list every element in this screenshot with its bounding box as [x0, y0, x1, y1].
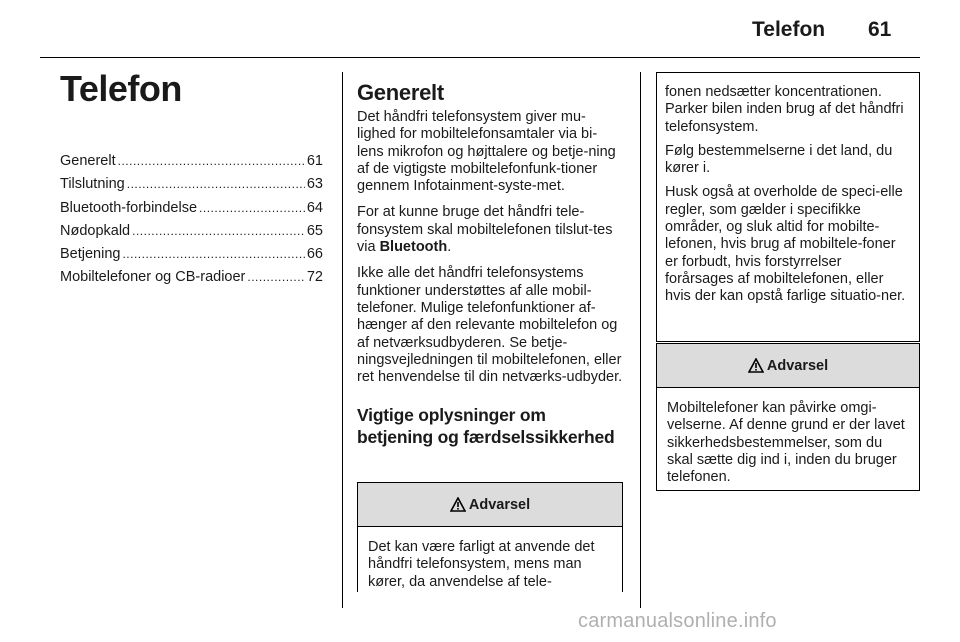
table-of-contents — [60, 150, 323, 290]
toc-entry-page: 72 — [306, 269, 323, 286]
toc-leader-dots — [127, 173, 305, 196]
warning-box — [656, 343, 920, 491]
section-heading-safety: Vigtige oplysninger om betjening og færdselssikkerhed — [357, 405, 615, 448]
toc-leader-dots — [132, 220, 305, 243]
watermark: carmanualsonline.info — [578, 610, 777, 632]
toc-entry-page: 61 — [306, 153, 323, 169]
toc-entry-label: Nødopkald — [60, 222, 131, 239]
column-divider — [342, 72, 343, 608]
toc-entry-label: Mobiltelefoner og CB-radioer — [60, 269, 246, 286]
toc-entry[interactable] — [60, 150, 323, 173]
toc-entry-page: 65 — [306, 222, 323, 239]
toc-entry-page: 64 — [306, 199, 323, 216]
toc-leader-dots — [199, 197, 305, 220]
paragraph-text: For at kunne bruge det håndfri tele-fonsystem skal mobiltelefonen tilslut-tes via — [357, 204, 613, 256]
toc-entry-page: 66 — [306, 246, 323, 263]
warning-header — [657, 344, 919, 388]
toc-entry-label: Bluetooth-forbindelse — [60, 199, 198, 216]
paragraph-text: . — [447, 239, 452, 256]
paragraph: Følg bestemmelserne i det land, du kører i. — [665, 142, 893, 177]
warning-triangle-icon — [748, 358, 764, 373]
toc-entry[interactable] — [60, 266, 323, 289]
paragraph — [357, 204, 623, 256]
warning-triangle-icon — [450, 497, 466, 512]
bluetooth-term: Bluetooth — [379, 239, 448, 256]
warning-text: Mobiltelefoner kan påvirke omgi-velserne. Af denne grund er der lavet sikkerhedsbestemmelser, som du skal sætte dig ind i, inden du bruger telefonen. — [667, 400, 905, 486]
paragraph: Det håndfri telefonsystem giver mu-lighed for mobiltelefonsamtaler via bi-lens mikrofon og højttalere og betje-ning af de vigtigste mobiltelefonfunk-tioner gennem Infotainment-syste-met. — [357, 109, 616, 195]
paragraph: Ikke alle det håndfri telefonsystems funktioner understøttes af alle mobil-telefoner. Mulige telefonfunktioner af-hænger af den relevante mobiltelefon og af netværksudbyderen. Se betje-ningsvejledningen til mobiltelefonen, eller ret henvendelse til din netværks-udbyder. — [357, 265, 623, 386]
warning-box — [357, 482, 623, 592]
toc-leader-dots — [118, 150, 305, 173]
toc-leader-dots — [247, 266, 304, 289]
warning-header — [358, 483, 622, 527]
running-header-title: Telefon — [752, 18, 826, 41]
toc-entry[interactable] — [60, 173, 323, 196]
toc-entry-page: 63 — [306, 176, 323, 193]
warning-label: Advarsel — [766, 357, 829, 374]
warning-label: Advarsel — [468, 496, 531, 513]
paragraph: Husk også at overholde de speci-elle regler, som gælder i specifikke områder, og sluk altid for mobilte-lefonen, hvis brug af mobiltele-foner er forbudt, hvis forstyrrelser forårsages af mobiltelefonen, eller hvis der kan opstå farlige situatio-ner. — [665, 184, 906, 305]
warning-text: Det kan være farligt at anvende det håndfri telefonsystem, mens man kører, da anvendelse af tele- — [368, 539, 595, 590]
toc-entry-label: Generelt — [60, 153, 116, 169]
toc-entry-label: Tilslutning — [60, 176, 125, 193]
toc-leader-dots — [122, 243, 304, 266]
column-divider — [640, 72, 641, 608]
page-number: 61 — [868, 18, 892, 41]
column-general — [357, 80, 623, 460]
toc-entry[interactable] — [60, 197, 323, 220]
header-rule — [40, 57, 920, 58]
chapter-title: Telefon — [60, 68, 182, 109]
toc-entry[interactable] — [60, 243, 323, 266]
section-heading-generelt: Generelt — [357, 80, 444, 105]
warning-continued-box — [656, 72, 920, 342]
paragraph: fonen nedsætter koncentrationen. Parker bilen inden brug af det håndfri telefonsystem. — [665, 84, 904, 135]
toc-entry[interactable] — [60, 220, 323, 243]
toc-entry-label: Betjening — [60, 246, 121, 263]
